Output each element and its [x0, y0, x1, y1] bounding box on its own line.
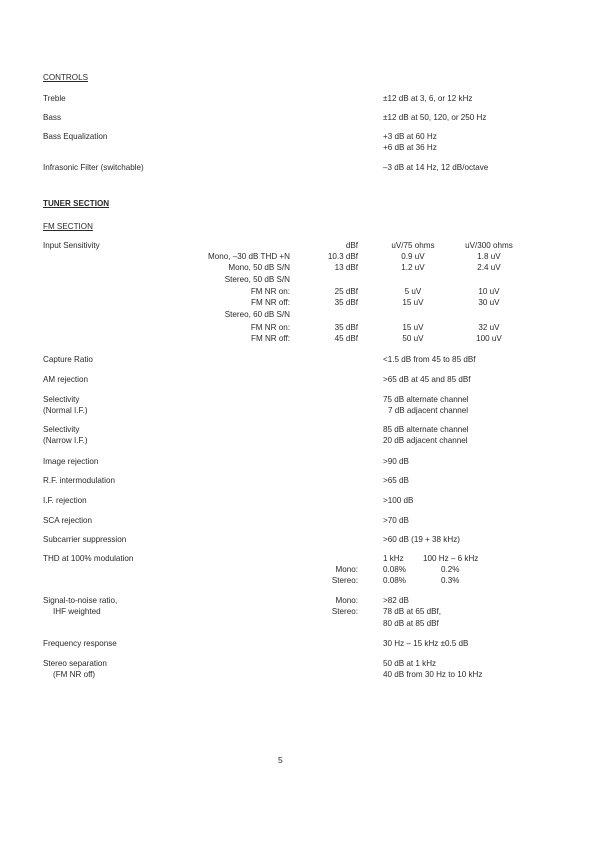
sensitivity-uv300: 10 uV — [478, 287, 500, 296]
sensitivity-cond: Mono, 50 dB S/N — [228, 263, 290, 272]
sensitivity-uv300: 32 uV — [478, 323, 500, 332]
spec-value-sca-rejection: >70 dB — [383, 516, 409, 525]
sensitivity-uv75: 0.9 uV — [401, 252, 425, 261]
thd-value-1khz: 0.08% — [383, 576, 406, 585]
thd-value-1khz: 0.08% — [383, 565, 406, 574]
sensitivity-cond: FM NR off: — [251, 298, 290, 307]
sensitivity-uv300: 2.4 uV — [477, 263, 501, 272]
sensitivity-cond: Stereo, 60 dB S/N — [224, 310, 290, 319]
fm-section-heading: FM SECTION — [43, 222, 93, 231]
spec-label-selectivity-normal-2: (Normal I.F.) — [43, 406, 88, 415]
spec-label-subcarrier-suppression: Subcarrier suppression — [43, 535, 127, 544]
sensitivity-uv300: 100 uV — [476, 334, 502, 343]
spec-value-infrasonic-filter: –3 dB at 14 Hz, 12 dB/octave — [383, 163, 489, 172]
spec-value-capture-ratio: <1.5 dB from 45 to 85 dBf — [383, 355, 476, 364]
spec-label-bass-equalization: Bass Equalization — [43, 132, 108, 141]
spec-label-snr: Signal-to-noise ratio, — [43, 596, 118, 605]
spec-value-selectivity-narrow: 85 dB alternate channel — [383, 425, 469, 434]
spec-label-stereo-separation: Stereo separation — [43, 659, 107, 668]
snr-mono-label: Mono: — [335, 596, 358, 605]
sensitivity-uv75: 50 uV — [402, 334, 424, 343]
spec-label-input-sensitivity: Input Sensitivity — [43, 241, 100, 250]
spec-label-snr-2: IHF weighted — [53, 607, 101, 616]
controls-heading: CONTROLS — [43, 73, 88, 82]
spec-value-stereo-separation: 50 dB at 1 kHz — [383, 659, 437, 668]
spec-value-bass-equalization-2: +6 dB at 36 Hz — [383, 143, 437, 152]
sensitivity-cond: FM NR on: — [250, 287, 290, 296]
snr-mono-value: >82 dB — [383, 596, 409, 605]
sensitivity-dbf: 10.3 dBf — [327, 252, 358, 261]
spec-label-treble: Treble — [43, 94, 66, 103]
spec-value-subcarrier-suppression: >60 dB (19 + 38 kHz) — [383, 535, 460, 544]
sensitivity-cond: FM NR off: — [251, 334, 290, 343]
spec-label-image-rejection: Image rejection — [43, 457, 99, 466]
snr-stereo-label: Stereo: — [331, 607, 358, 616]
sensitivity-dbf: 35 dBf — [334, 298, 358, 307]
spec-label-if-rejection: I.F. rejection — [43, 496, 87, 505]
sensitivity-dbf: 45 dBf — [334, 334, 358, 343]
thd-header-1khz: 1 kHz — [383, 554, 404, 563]
tuner-section-heading: TUNER SECTION — [43, 199, 110, 208]
spec-label-rf-intermodulation: R.F. intermodulation — [43, 476, 115, 485]
spec-value-frequency-response: 30 Hz – 15 kHz ±0.5 dB — [383, 639, 469, 648]
spec-value-image-rejection: >90 dB — [383, 457, 409, 466]
sensitivity-header-dbf: dBf — [345, 241, 358, 250]
sensitivity-uv75: 15 uV — [402, 323, 424, 332]
spec-label-selectivity-narrow: Selectivity — [43, 425, 80, 434]
page-number: 5 — [278, 755, 283, 765]
spec-value-if-rejection: >100 dB — [383, 496, 414, 505]
spec-value-treble: ±12 dB at 3, 6, or 12 kHz — [383, 94, 473, 103]
spec-label-selectivity-normal: Selectivity — [43, 395, 80, 404]
sensitivity-uv75: 1.2 uV — [401, 263, 425, 272]
spec-label-am-rejection: AM rejection — [43, 375, 88, 384]
spec-value-stereo-separation-2: 40 dB from 30 Hz to 10 kHz — [383, 670, 483, 679]
thd-value-range: 0.2% — [441, 565, 460, 574]
sensitivity-cond: Stereo, 50 dB S/N — [224, 275, 290, 284]
thd-header-range: 100 Hz – 6 kHz — [423, 554, 479, 563]
spec-label-sca-rejection: SCA rejection — [43, 516, 93, 525]
spec-value-rf-intermodulation: >65 dB — [383, 476, 409, 485]
spec-label-frequency-response: Frequency response — [43, 639, 117, 648]
spec-value-bass-equalization: +3 dB at 60 Hz — [383, 132, 437, 141]
sensitivity-cond: FM NR on: — [250, 323, 290, 332]
sensitivity-dbf: 35 dBf — [334, 323, 358, 332]
spec-value-selectivity-narrow-2: 20 dB adjacent channel — [383, 436, 468, 445]
spec-value-am-rejection: >65 dB at 45 and 85 dBf — [383, 375, 471, 384]
spec-value-selectivity-normal-2: 7 dB adjacent channel — [388, 406, 469, 415]
sensitivity-uv75: 5 uV — [404, 287, 422, 296]
thd-mode: Stereo: — [331, 576, 358, 585]
spec-value-selectivity-normal: 75 dB alternate channel — [383, 395, 469, 404]
sensitivity-cond: Mono, –30 dB THD +N — [208, 252, 290, 261]
sensitivity-dbf: 25 dBf — [334, 287, 358, 296]
sensitivity-header-300ohm: uV/300 ohms — [465, 241, 513, 250]
sensitivity-uv300: 1.8 uV — [477, 252, 501, 261]
spec-label-capture-ratio: Capture Ratio — [43, 355, 93, 364]
sensitivity-header-75ohm: uV/75 ohms — [391, 241, 435, 250]
thd-mode: Mono: — [335, 565, 358, 574]
spec-label-infrasonic-filter: Infrasonic Filter (switchable) — [43, 163, 144, 172]
thd-value-range: 0.3% — [441, 576, 460, 585]
sensitivity-uv300: 30 uV — [478, 298, 500, 307]
snr-stereo-value-2: 80 dB at 85 dBf — [383, 619, 439, 628]
sensitivity-uv75: 15 uV — [402, 298, 424, 307]
snr-stereo-value: 78 dB at 65 dBf, — [383, 607, 442, 616]
spec-value-bass: ±12 dB at 50, 120, or 250 Hz — [383, 113, 487, 122]
sensitivity-dbf: 13 dBf — [334, 263, 358, 272]
spec-label-thd: THD at 100% modulation — [43, 554, 134, 563]
spec-label-bass: Bass — [43, 113, 61, 122]
spec-label-selectivity-narrow-2: (Narrow I.F.) — [43, 436, 88, 445]
spec-label-stereo-separation-2: (FM NR off) — [53, 670, 96, 679]
